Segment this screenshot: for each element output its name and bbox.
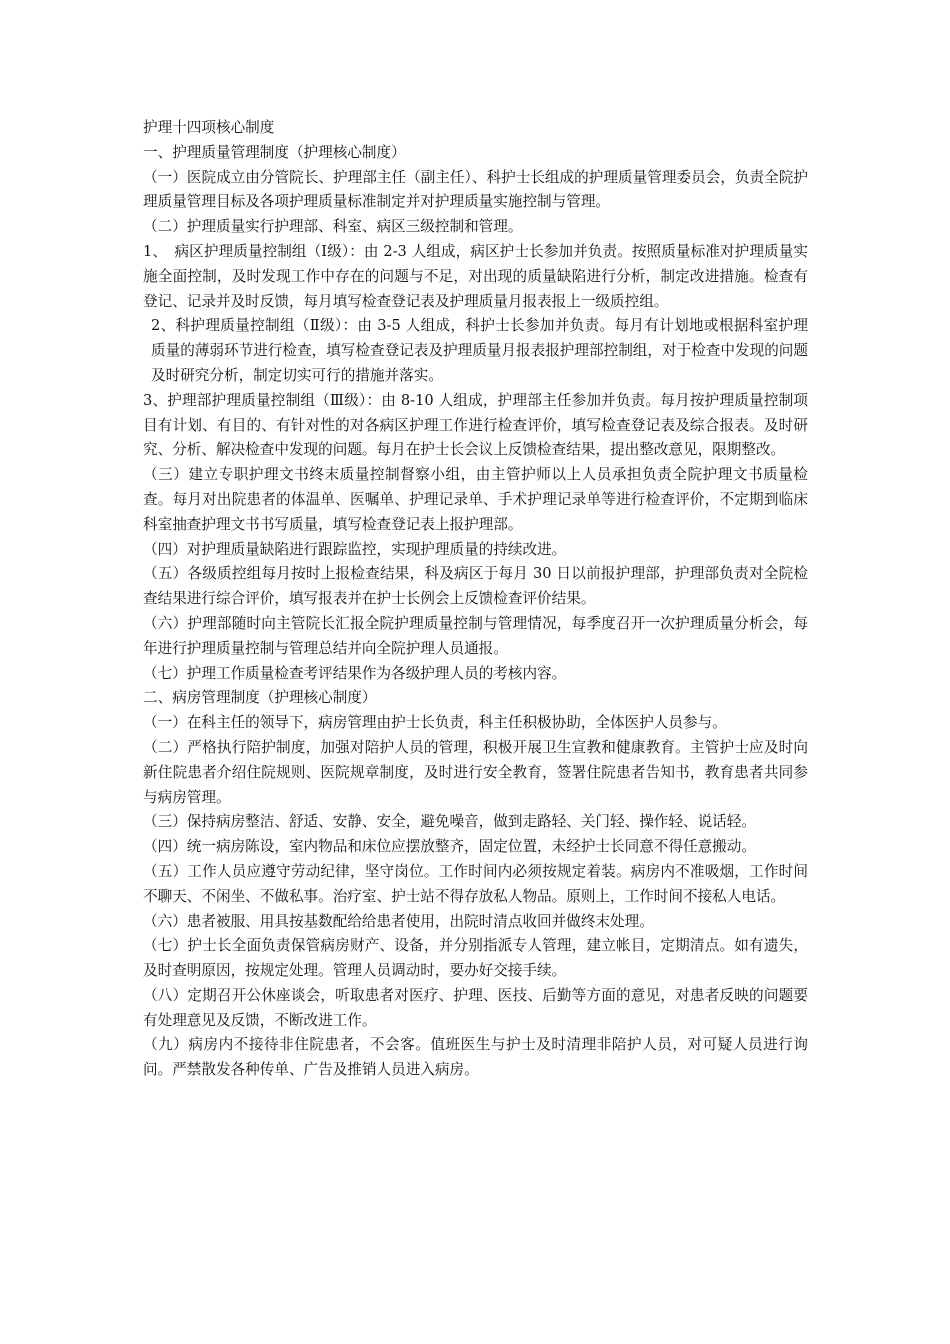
document-title: 护理十四项核心制度 <box>143 119 275 136</box>
paragraph: （一）医院成立由分管院长、护理部主任（副主任）、科护士长组成的护理质量管理委员会，负责全院护理质量管理目标及各项护理质量标准制定并对护理质量实施控制与管理。 <box>143 168 808 211</box>
paragraph: （三）建立专职护理文书终末质量控制督察小组，由主管护师以上人员承担负责全院护理文书质量检查。每月对出院患者的体温单、医嘱单、护理记录单、手术护理记录单等进行检查评价，不定期到临床科室抽查护理文书书写质量，填写检查登记表上报护理部。 <box>143 466 808 533</box>
paragraph: （九）病房内不接待非住院患者，不会客。值班医生与护士及时清理非陪护人员，对可疑人员进行询问。严禁散发各种传单、广告及推销人员进入病房。 <box>143 1036 808 1079</box>
paragraph: （四）统一病房陈设，室内物品和床位应摆放整齐，固定位置，未经护士长同意不得任意搬动。 <box>143 838 756 856</box>
paragraph: 3、护理部护理质量控制组（Ⅲ级）：由 8-10 人组成，护理部主任参加并负责。每月按护理质量控制项目有计划、有目的、有针对性的对各病区护理工作进行检查评价，填写检查登记表及综合报表。及时研究、分析、解决检查中发现的问题。每月在护士长会议上反馈检查结果，提出整改意见，限期整改。 <box>143 391 808 459</box>
section-heading-quality: 一、护理质量管理制度（护理核心制度） <box>143 143 406 161</box>
paragraph: 1、 病区护理质量控制组（Ⅰ级）：由 2-3 人组成，病区护士长参加并负责。按照质量标准对护理质量实施全面控制，及时发现工作中存在的问题与不足，对出现的质量缺陷进行分析，制定改进措施。检查有登记、记录并及时反馈，每月填写检查登记表及护理质量月报表报上一级质控组。 <box>143 242 808 310</box>
paragraph: （六）患者被服、用具按基数配给给患者使用，出院时清点收回并做终末处理。 <box>143 912 654 930</box>
paragraph: （四）对护理质量缺陷进行跟踪监控，实现护理质量的持续改进。 <box>143 540 567 558</box>
paragraph: （七）护士长全面负责保管病房财产、设备，并分别指派专人管理，建立帐目，定期清点。如有遗失，及时查明原因，按规定处理。管理人员调动时，要办好交接手续。 <box>143 937 808 980</box>
paragraph: （七）护理工作质量检查考评结果作为各级护理人员的考核内容。 <box>143 664 567 682</box>
document-page <box>143 116 808 1083</box>
paragraph: （五）各级质控组每月按时上报检查结果，科及病区于每月 30 日以前报护理部，护理部负责对全院检查结果进行综合评价，填写报表并在护士长例会上反馈检查评价结果。 <box>143 565 808 608</box>
paragraph: 2、科护理质量控制组（Ⅱ级）：由 3-5 人组成，科护士长参加并负责。每月有计划地或根据科室护理质量的薄弱环节进行检查，填写检查登记表及护理质量月报表报护理部控制组，对于检查中发现的问题及时研究分析，制定切实可行的措施并落实。 <box>151 317 808 384</box>
paragraph: （八）定期召开公休座谈会，听取患者对医疗、护理、医技、后勤等方面的意见，对患者反映的问题要有处理意见及反馈，不断改进工作。 <box>143 986 808 1029</box>
paragraph: （六）护理部随时向主管院长汇报全院护理质量控制与管理情况，每季度召开一次护理质量分析会，每年进行护理质量控制与管理总结并向全院护理人员通报。 <box>143 614 808 657</box>
section-heading-ward: 二、病房管理制度（护理核心制度） <box>143 689 377 707</box>
paragraph: （二）严格执行陪护制度，加强对陪护人员的管理，积极开展卫生宣教和健康教育。主管护士应及时向新住院患者介绍住院规则、医院规章制度，及时进行安全教育，签署住院患者告知书，教育患者共同参与病房管理。 <box>143 738 808 806</box>
paragraph: （三）保持病房整洁、舒适、安静、安全，避免噪音，做到走路轻、关门轻、操作轻、说话轻。 <box>143 813 756 831</box>
paragraph: （五）工作人员应遵守劳动纪律，坚守岗位。工作时间内必须按规定着装。病房内不准吸烟，工作时间不聊天、不闲坐、不做私事。治疗室、护士站不得存放私人物品。原则上，工作时间不接私人电话。 <box>143 862 808 905</box>
paragraph: （二）护理质量实行护理部、科室、病区三级控制和管理。 <box>143 218 523 236</box>
paragraph: （一）在科主任的领导下，病房管理由护士长负责，科主任积极协助，全体医护人员参与。 <box>143 714 727 732</box>
